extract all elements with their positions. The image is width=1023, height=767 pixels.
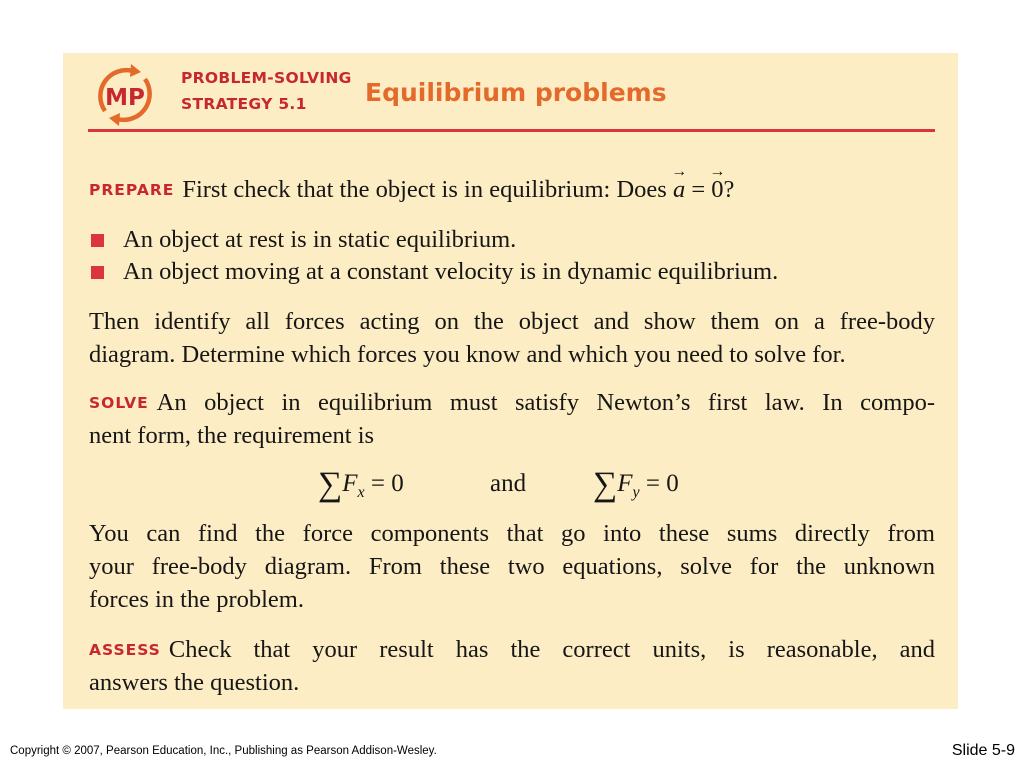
sigma-icon: ∑ (593, 466, 618, 503)
solve-line: nent form, the requirement is (89, 422, 375, 449)
prepare-line (89, 163, 935, 207)
header-rule (88, 129, 935, 132)
strategy-panel (63, 53, 958, 709)
prepare-equals: = (685, 176, 712, 203)
solve-para-line: your free-body diagram. From these two equations, solve for the unknown (89, 553, 935, 580)
solve-line (89, 386, 935, 420)
prepare-para-line: Then identify all forces acting on the object and show them on a free-body (89, 308, 935, 335)
assess-line (89, 633, 935, 667)
solve-text: An object in equilibrium must satisfy Newton’s first law. In compo- (156, 389, 935, 416)
solve-label: SOLVE (89, 394, 149, 412)
assess-text: Check that your result has the correct units, is reasonable, and (168, 636, 935, 663)
vector-arrow-icon: → (709, 163, 726, 180)
header-line1: PROBLEM-SOLVING (181, 69, 352, 87)
copyright-text: Copyright © 2007, Pearson Education, Inc., Publishing as Pearson Addison-Wesley. (10, 745, 437, 757)
vector-zero (709, 163, 726, 207)
eq-f: F (617, 470, 633, 497)
solve-para-line: forces in the problem. (89, 586, 304, 613)
equation-and: and (490, 470, 527, 497)
var-a: a (672, 176, 686, 203)
mp-logo-text: MP (105, 85, 145, 111)
solve-para-line: You can find the force components that go into these sums directly from (89, 520, 935, 547)
prepare-label: PREPARE (89, 181, 175, 199)
eq-zero: = 0 (639, 470, 679, 497)
prepare-question: ? (723, 176, 735, 203)
eq-sub-x: x (357, 484, 365, 501)
assess-line: answers the question. (89, 669, 300, 696)
equation-fx (318, 467, 404, 510)
equation-fy (593, 467, 679, 510)
sigma-icon: ∑ (318, 466, 343, 503)
prepare-text: First check that the object is in equilibrium: Does (182, 176, 673, 203)
vector-arrow-icon: → (671, 163, 688, 180)
eq-f: F (342, 470, 358, 497)
var-zero: 0 (711, 176, 724, 203)
header-line2: STRATEGY 5.1 (181, 95, 307, 113)
bullet-icon (91, 234, 104, 247)
vector-a (671, 163, 688, 207)
assess-label: ASSESS (89, 641, 161, 659)
prepare-para-line: diagram. Determine which forces you know and which you need to solve for. (89, 341, 846, 368)
slide-number: Slide 5-9 (951, 742, 1015, 759)
bullet-item: An object at rest is in static equilibrium. (123, 226, 517, 253)
eq-sub-y: y (632, 484, 640, 501)
bullet-item: An object moving at a constant velocity is in dynamic equilibrium. (123, 258, 779, 285)
bullet-icon (91, 266, 104, 279)
mp-logo-icon (93, 63, 157, 127)
page-title: Equilibrium problems (365, 78, 667, 107)
eq-zero: = 0 (364, 470, 404, 497)
